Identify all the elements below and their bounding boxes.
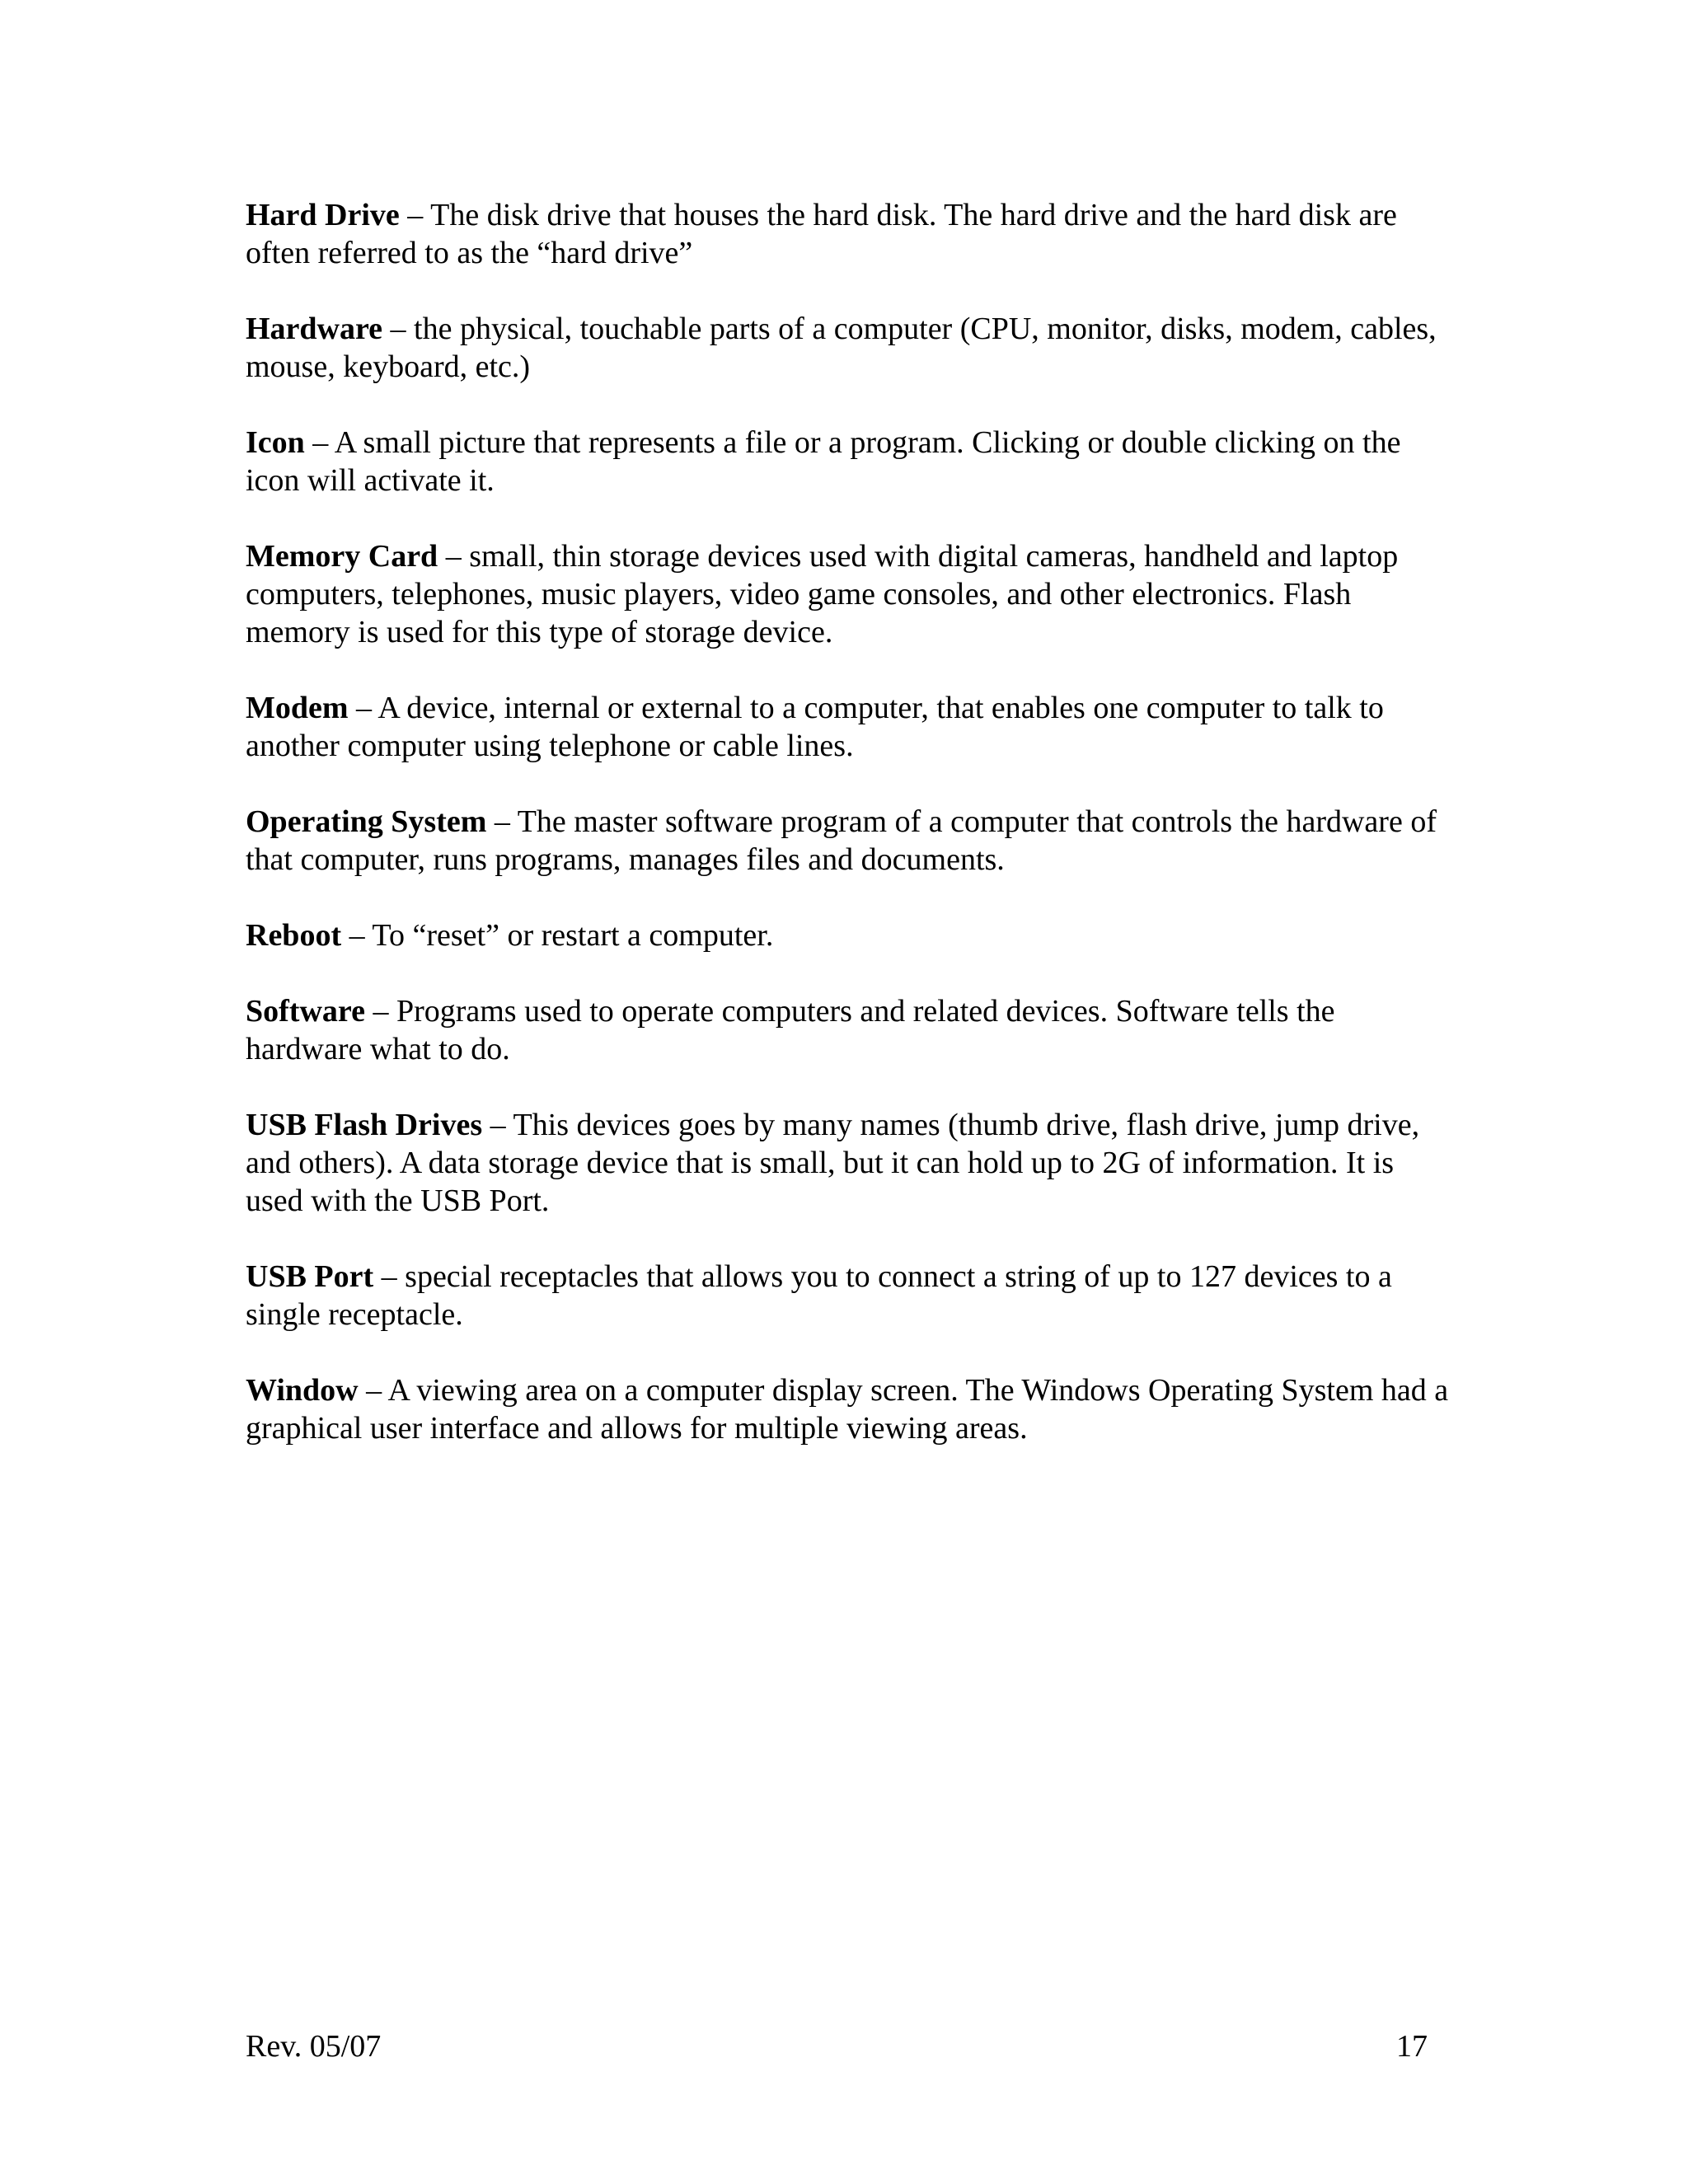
glossary-definition: – A small picture that represents a file or a program. Clicking or double clicking on the icon will activate it.	[246, 425, 1401, 498]
glossary-definition: – Programs used to operate computers and related devices. Software tells the hardware what to do.	[246, 994, 1335, 1066]
glossary-definition: – small, thin storage devices used with digital cameras, handheld and laptop computers, telephones, music players, video game consoles, and other electronics. Flash memory is used for this type of storage device.	[246, 539, 1399, 649]
glossary-entry-software	[246, 992, 1449, 1068]
glossary-term: Hard Drive	[246, 198, 400, 232]
glossary-definition: – This devices goes by many names (thumb drive, flash drive, jump drive, and others). A data storage device that is small, but it can hold up to 2G of information. It is used with the USB Port.	[246, 1108, 1420, 1218]
glossary-term: Modem	[246, 691, 349, 725]
glossary-entry-hardware	[246, 310, 1449, 386]
glossary-entry-operating-system	[246, 803, 1449, 879]
glossary-definition: – A viewing area on a computer display screen. The Windows Operating System had a graphical user interface and allows for multiple viewing areas.	[246, 1373, 1449, 1446]
glossary-entry-icon	[246, 424, 1449, 499]
glossary-definition: – The master software program of a computer that controls the hardware of that computer, runs programs, manages files and documents.	[246, 804, 1437, 877]
glossary-term: Operating System	[246, 804, 487, 839]
glossary-entry-reboot	[246, 916, 1449, 954]
glossary-term: Window	[246, 1373, 359, 1408]
glossary-definition: – A device, internal or external to a computer, that enables one computer to talk to another computer using telephone or cable lines.	[246, 691, 1384, 763]
glossary-entry-window	[246, 1371, 1449, 1447]
glossary-term: Icon	[246, 425, 305, 460]
glossary-definition: – the physical, touchable parts of a computer (CPU, monitor, disks, modem, cables, mouse, keyboard, etc.)	[246, 312, 1437, 384]
glossary-definition: – The disk drive that houses the hard disk. The hard drive and the hard disk are often referred to as the “hard drive”	[246, 198, 1397, 270]
glossary-term: USB Flash Drives	[246, 1108, 483, 1142]
glossary-list	[246, 196, 1449, 1485]
glossary-term: Memory Card	[246, 539, 438, 574]
page-number: 17	[1396, 2029, 1428, 2064]
revision-label: Rev. 05/07	[246, 2029, 382, 2064]
glossary-entry-modem	[246, 689, 1449, 765]
glossary-definition: – special receptacles that allows you to connect a string of up to 127 devices to a single receptacle.	[246, 1259, 1392, 1332]
glossary-term: USB Port	[246, 1259, 374, 1294]
glossary-term: Software	[246, 994, 365, 1029]
glossary-entry-usb-port	[246, 1258, 1449, 1333]
glossary-term: Reboot	[246, 918, 342, 953]
glossary-term: Hardware	[246, 312, 383, 346]
glossary-entry-usb-flash-drives	[246, 1106, 1449, 1220]
glossary-entry-memory-card	[246, 537, 1449, 651]
glossary-definition: – To “reset” or restart a computer.	[341, 918, 774, 953]
glossary-entry-hard-drive	[246, 196, 1449, 272]
